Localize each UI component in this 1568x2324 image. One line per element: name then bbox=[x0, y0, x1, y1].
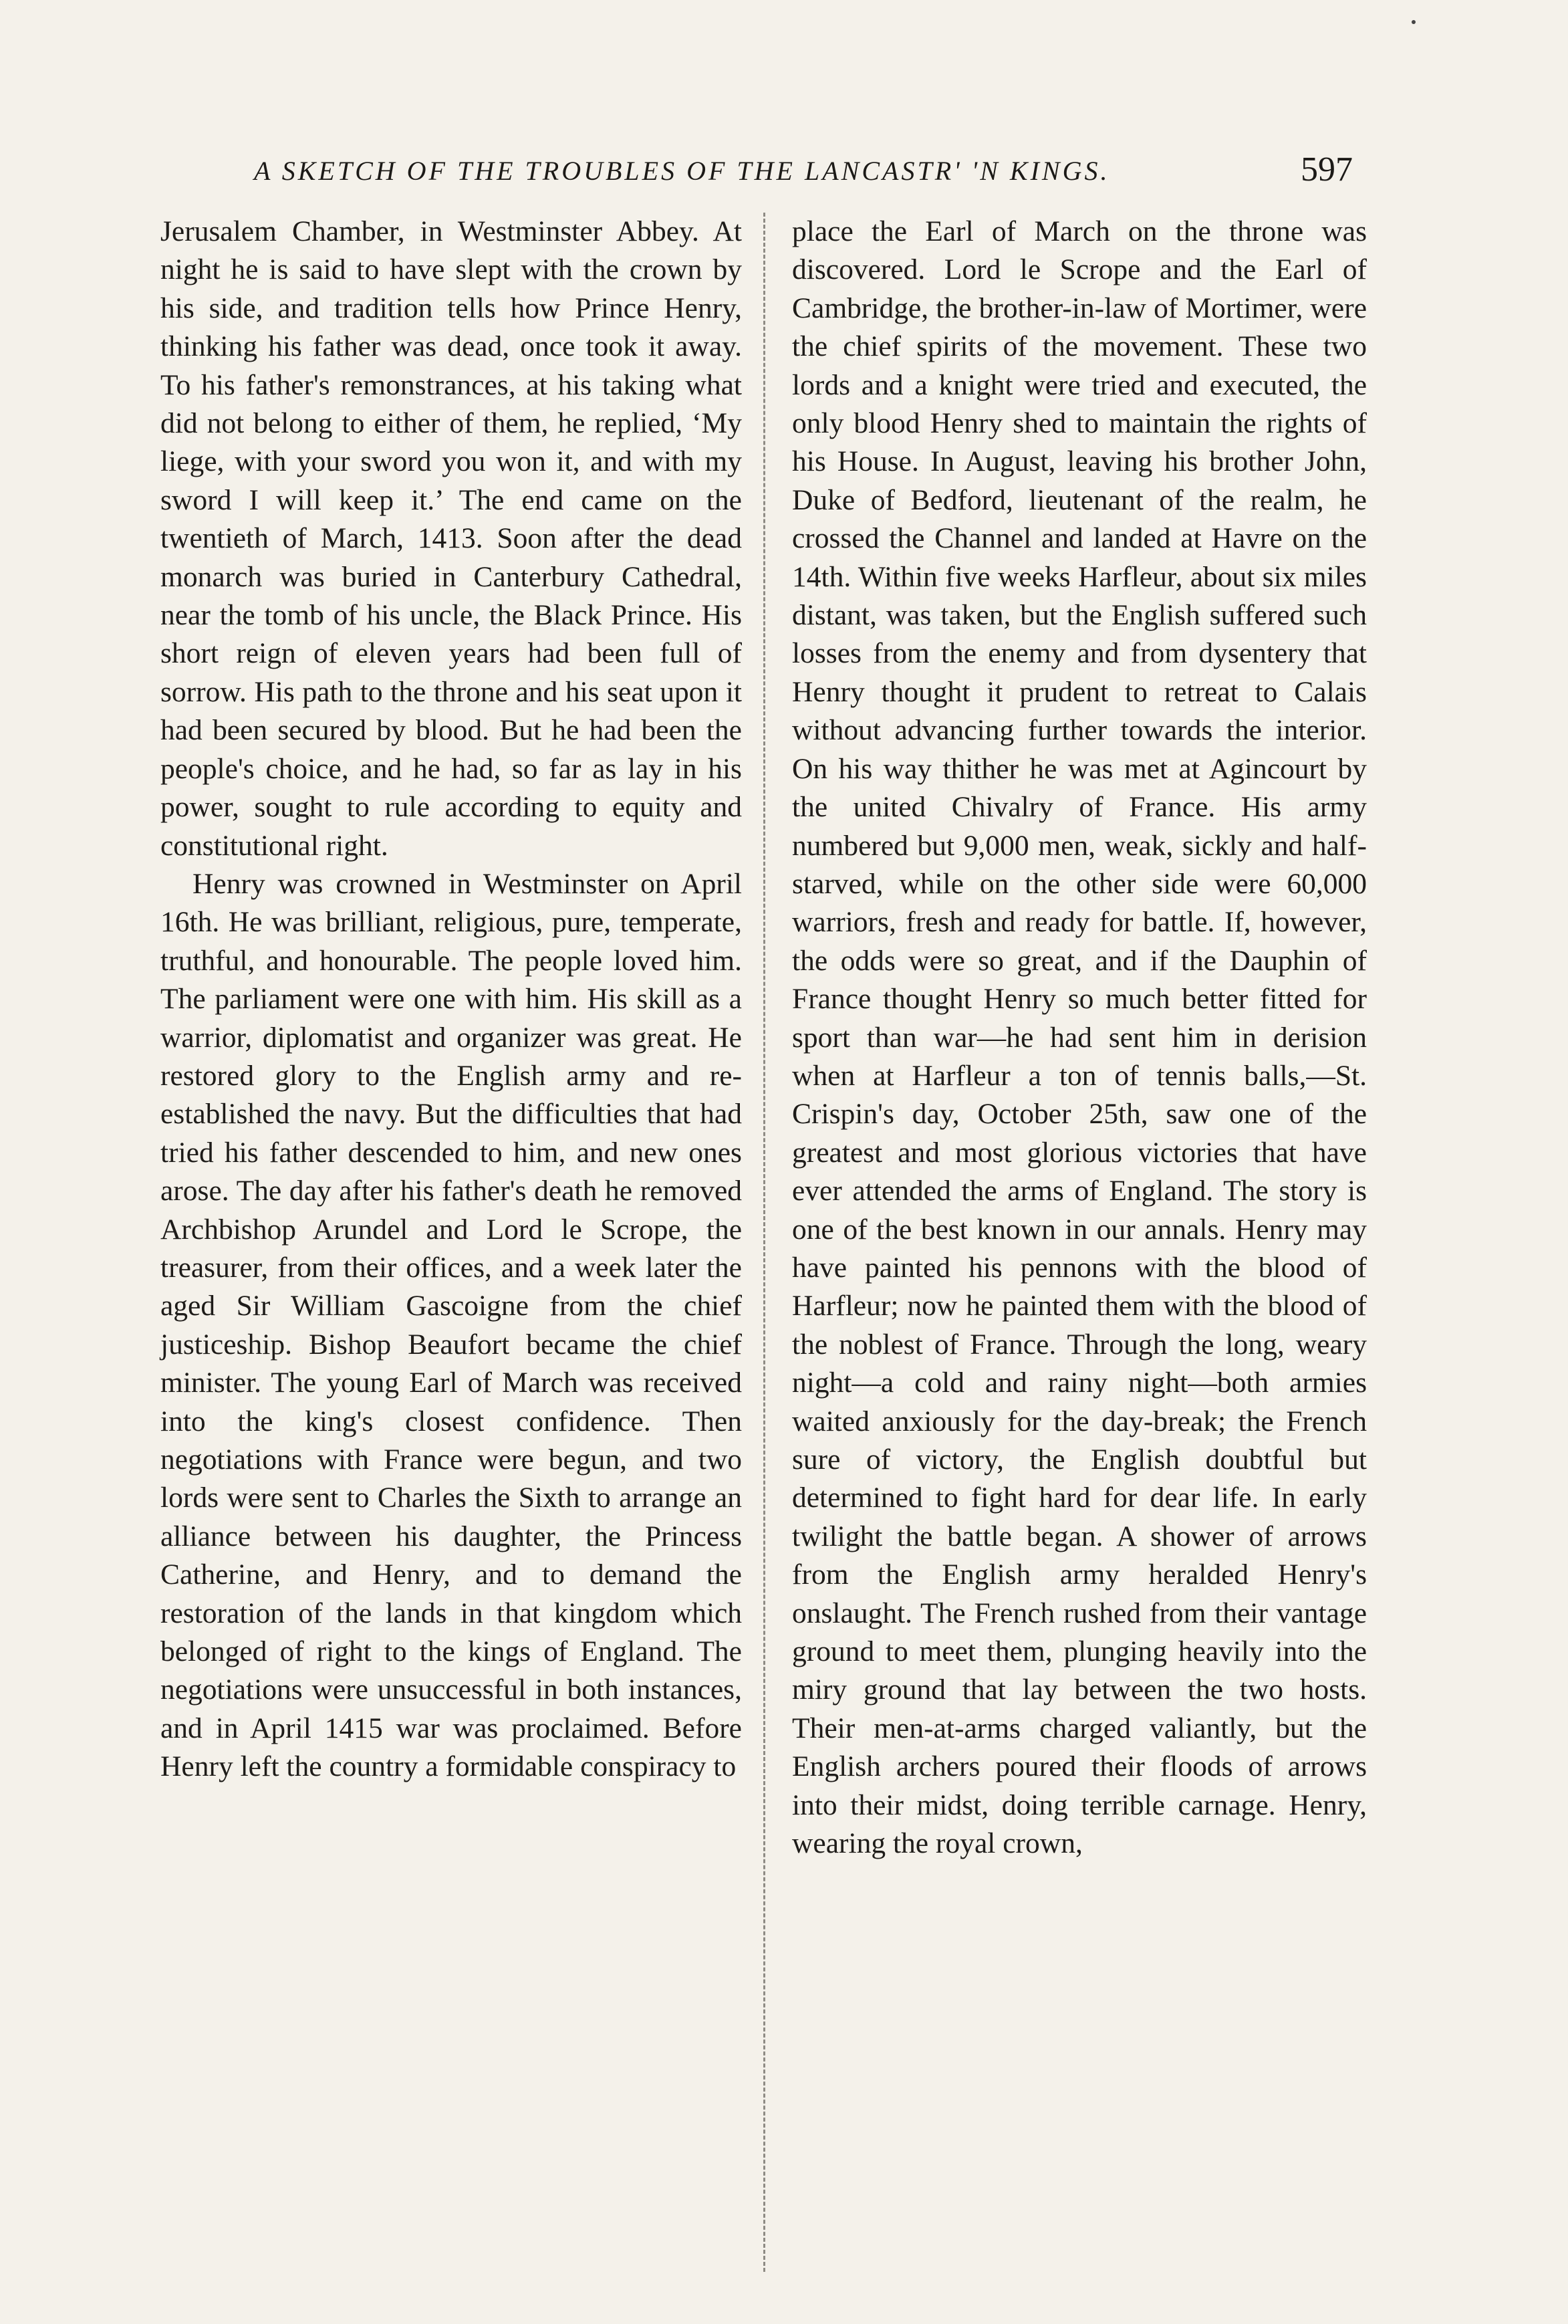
right-paragraph-1: place the Earl of March on the throne was discovered. Lord le Scrope and the Earl of Cambridge, the brother-in-law of Mortimer, were the chief spirits of the movement. These two lords and a knight were tried and executed, the only blood Henry shed to maintain the rights of his House. In August, leaving his brother John, Duke of Bedford, lieutenant of the realm, he crossed the Channel and landed at Havre on the 14th. Within five weeks Harfleur, about six miles distant, was taken, but the English suffered such losses from the enemy and from dysentery that Henry thought it prudent to retreat to Calais without advancing further towards the interior. On his way thither he was met at Agincourt by the united Chivalry of France. His army numbered but 9,000 men, weak, sickly and half-starved, while on the other side were 60,000 warriors, fresh and ready for battle. If, however, the odds were so great, and if the Dauphin of France thought Henry so much better fitted for sport than war—he had sent him in derision when at Harfleur a ton of tennis balls,—St. Crispin's day, October 25th, saw one of the greatest and most glorious victories that have ever attended the arms of England. The story is one of the best known in our annals. Henry may have painted his pennons with the blood of Harfleur; now he painted them with the blood of the noblest of France. Through the long, weary night—a cold and rainy night—both armies waited anxiously for the day-break; the French sure of victory, the English doubtful but determined to fight hard for dear life. In early twilight the battle began. A shower of arrows from the English army heralded Henry's onslaught. The French rushed from their vantage ground to meet them, plunging heavily into the miry ground that lay between the two hosts. Their men-at-arms charged valiantly, but the English archers poured their floods of arrows into their midst, doing terrible carnage. Henry, wearing the royal crown, bbox=[792, 215, 1367, 1860]
page-number: 597 bbox=[1301, 150, 1353, 189]
left-paragraph-2: Henry was crowned in Westminster on April 16th. He was brilliant, religious, pure, temperate, truthful, and honourable. The people loved him. The parliament were one with him. His skill as a warrior, diplomatist and organizer was great. He restored glory to the English army and re-established the navy. But the difficulties that had tried his father descended to him, and new ones arose. The day after his father's death he removed Archbishop Arundel and Lord le Scrope, the treasurer, from their offices, and a week later the aged Sir William Gascoigne from the chief justiceship. Bishop Beaufort became the chief minister. The young Earl of March was received into the king's closest confidence. Then negotiations with France were begun, and two lords were sent to Charles the Sixth to arrange an alliance between his daughter, the Princess Catherine, and Henry, and to demand the restoration of the lands in that kingdom which belonged of right to the kings of England. The negotiations were unsuccessful in both instances, and in April 1415 war was proclaimed. Before Henry left the country a formidable conspiracy to bbox=[160, 867, 742, 1783]
running-head: A SKETCH OF THE TROUBLES OF THE LANCASTR' 'N KINGS. bbox=[254, 156, 1110, 186]
column-divider bbox=[763, 213, 765, 2272]
left-column bbox=[160, 213, 742, 1786]
left-paragraph-1: Jerusalem Chamber, in Westminster Abbey. At night he is said to have slept with the crown by his side, and tradition tells how Prince Henry, thinking his father was dead, once took it away. To his father's remonstrances, at his taking what did not belong to either of them, he replied, ‘My liege, with your sword you won it, and with my sword I will keep it.’ The end came on the twentieth of March, 1413. Soon after the dead monarch was buried in Canterbury Cathedral, near the tomb of his uncle, the Black Prince. His short reign of eleven years had been full of sorrow. His path to the throne and his seat upon it had been secured by blood. But he had been the people's choice, and he had, so far as lay in his power, sought to rule according to equity and constitutional right. bbox=[160, 215, 742, 862]
page-speck bbox=[1412, 20, 1416, 24]
right-column bbox=[792, 213, 1367, 1863]
